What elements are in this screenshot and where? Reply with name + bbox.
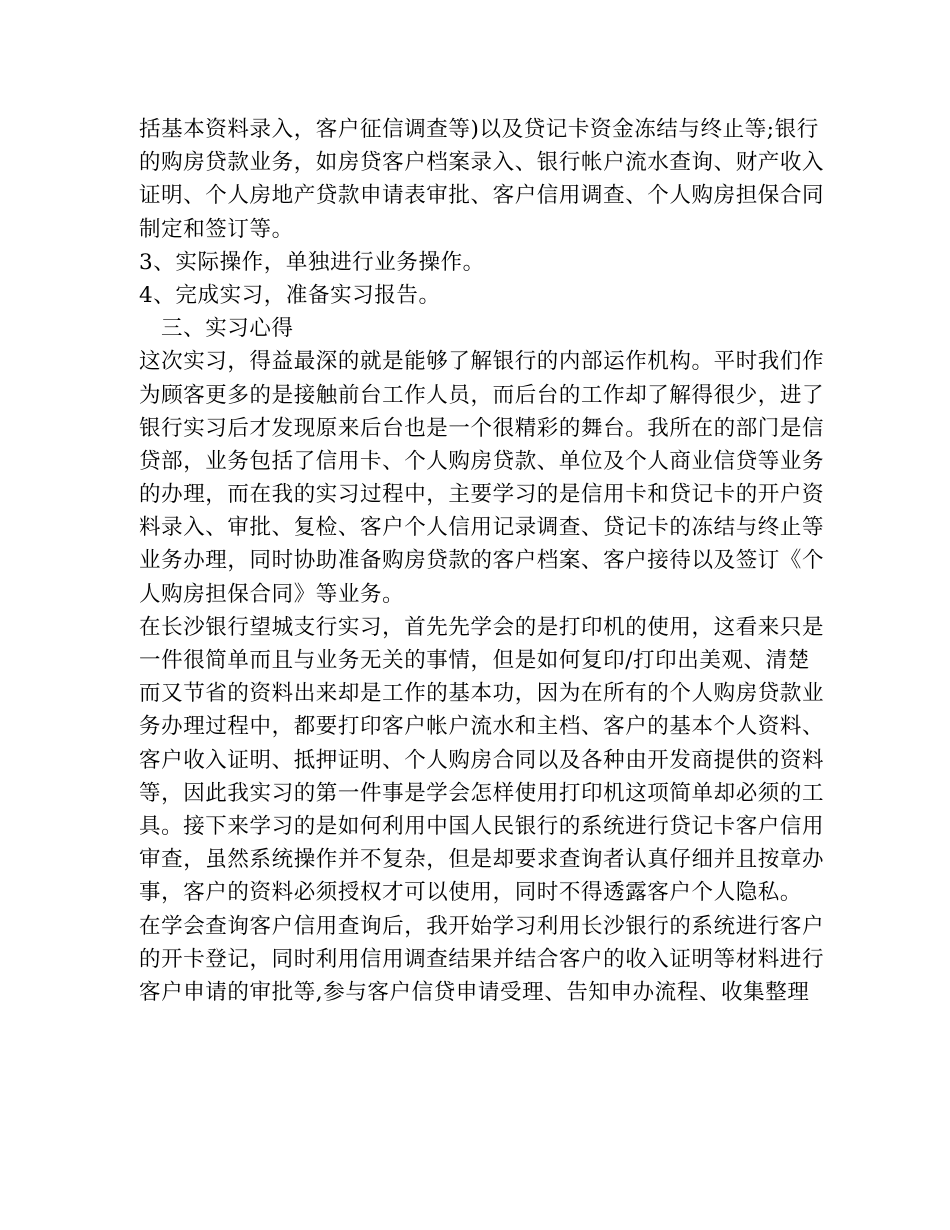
text-line: 业务办理，同时协助准备购房贷款的客户档案、客户接待以及签订《个 <box>139 548 825 574</box>
text-line: 客户收入证明、抵押证明、个人购房合同以及各种由开发商提供的资料 <box>139 747 825 773</box>
text-line: 具。接下来学习的是如何利用中国人民银行的系统进行贷记卡客户信用 <box>139 813 825 839</box>
text-line: 证明、个人房地产贷款申请表审批、客户信用调查、个人购房担保合同 <box>139 183 825 209</box>
text-line: 料录入、审批、复检、客户个人信用记录调查、贷记卡的冻结与终止等 <box>139 515 825 541</box>
text-line: 一件很简单而且与业务无关的事情，但是如何复印/打印出美观、清楚 <box>139 648 810 673</box>
list-item: 3、实际操作，单独进行业务操作。 <box>139 249 485 275</box>
text-line: 在长沙银行望城支行实习，首先先学会的是打印机的使用，这看来只是 <box>139 614 825 640</box>
text-line: 括基本资料录入，客户征信调查等)以及贷记卡资金冻结与终止等;银行 <box>139 117 819 142</box>
text-line: 为顾客更多的是接触前台工作人员，而后台的工作却了解得很少，进了 <box>139 382 825 408</box>
text-line: 审查，虽然系统操作并不复杂，但是却要求查询者认真仔细并且按章办 <box>139 847 825 873</box>
list-item: 4、完成实习，准备实习报告。 <box>139 282 441 308</box>
text-line: 银行实习后才发现原来后台也是一个很精彩的舞台。我所在的部门是信 <box>139 415 825 441</box>
text-line: 的购房贷款业务，如房贷客户档案录入、银行帐户流水查询、财产收入 <box>139 150 825 176</box>
text-line: 务办理过程中，都要打印客户帐户流水和主档、客户的基本个人资料、 <box>139 714 825 740</box>
text-line: 而又节省的资料出来却是工作的基本功，因为在所有的个人购房贷款业 <box>139 681 825 707</box>
text-line: 人购房担保合同》等业务。 <box>139 581 405 607</box>
text-line: 在学会查询客户信用查询后，我开始学习利用长沙银行的系统进行客户 <box>139 913 825 939</box>
text-line: 事，客户的资料必须授权才可以使用，同时不得透露客户个人隐私。 <box>139 880 803 906</box>
document-body <box>139 113 825 1009</box>
text-line: 的开卡登记，同时利用信用调查结果并结合客户的收入证明等材料进行 <box>139 946 825 972</box>
text-line: 制定和签订等。 <box>139 216 294 242</box>
text-line: 客户申请的审批等,参与客户信贷申请受理、告知申办流程、收集整理 <box>139 979 810 1005</box>
section-heading: 三、实习心得 <box>161 316 294 342</box>
text-line: 这次实习，得益最深的就是能够了解银行的内部运作机构。平时我们作 <box>139 349 825 375</box>
text-line: 的办理，而在我的实习过程中，主要学习的是信用卡和贷记卡的开户资 <box>139 482 825 508</box>
text-line: 等，因此我实习的第一件事是学会怎样使用打印机这项简单却必须的工 <box>139 780 825 806</box>
text-line: 贷部，业务包括了信用卡、个人购房贷款、单位及个人商业信贷等业务 <box>139 448 825 474</box>
